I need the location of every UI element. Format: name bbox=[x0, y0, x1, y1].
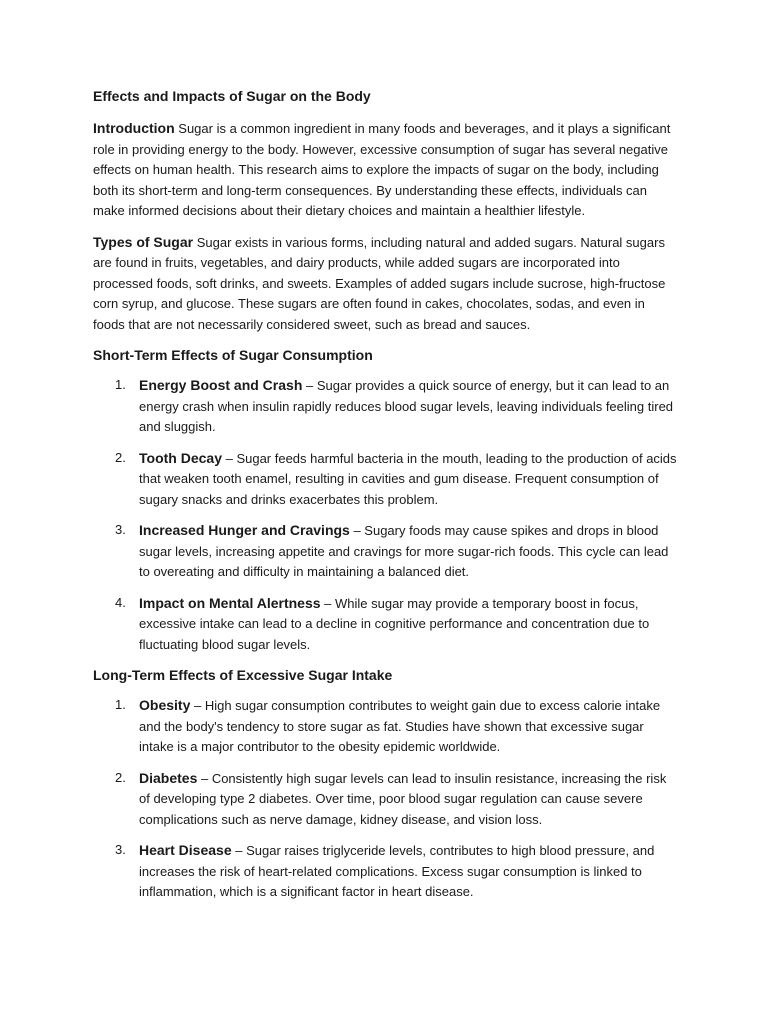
list-number: 2. bbox=[115, 769, 126, 785]
short-term-list bbox=[93, 375, 677, 655]
list-term: Heart Disease bbox=[139, 842, 232, 858]
list-text: – High sugar consumption contributes to weight gain due to excess calorie intake and the body's tendency to store sugar as fat. Studies have shown that excessive sugar intake is a major contributor to the obesity epidemic worldwide. bbox=[139, 698, 661, 754]
list-text: – Sugary foods may cause spikes and drops in blood sugar levels, increasing appetite and cravings for more sugar-rich foods. This cycle can lead to overeating and difficulty in maintaining a balanced diet. bbox=[139, 523, 669, 579]
document-page bbox=[93, 86, 677, 913]
long-term-list bbox=[93, 695, 677, 903]
list-number: 4. bbox=[115, 594, 126, 610]
list-term: Diabetes bbox=[139, 769, 198, 786]
types-text: Sugar exists in various forms, including natural and added sugars. Natural sugars are found in fruits, vegetables, and dairy products, while added sugars are incorporated into processed foods, soft drinks, and sweets. Examples of added sugars include sucrose, high-fructose corn syrup, and glucose. These sugars are often found in cakes, chocolates, sodas, and even in foods that are not necessarily considered sweet, such as bread and sauces. bbox=[93, 234, 666, 332]
short-term-heading: Short-Term Effects of Sugar Consumption bbox=[93, 347, 373, 363]
list-item bbox=[93, 593, 677, 656]
list-text: – Sugar raises triglyceride levels, contributes to high blood pressure, and increases the risk of heart-related complications. Excess sugar consumption is linked to inflammation, which is a significant factor in heart disease. bbox=[139, 843, 655, 899]
list-number: 3. bbox=[115, 522, 126, 537]
intro-lead: Introduction bbox=[93, 120, 175, 136]
intro-paragraph bbox=[93, 118, 677, 222]
list-term: Energy Boost and Crash bbox=[139, 377, 303, 393]
document-title: Effects and Impacts of Sugar on the Body bbox=[93, 88, 371, 104]
list-number: 1. bbox=[115, 697, 126, 712]
list-number: 3. bbox=[115, 842, 126, 857]
list-term: Increased Hunger and Cravings bbox=[139, 522, 350, 538]
list-item bbox=[93, 520, 677, 583]
long-term-heading: Long-Term Effects of Excessive Sugar Intake bbox=[93, 667, 393, 683]
types-lead: Types of Sugar bbox=[93, 233, 194, 250]
list-text: – Sugar provides a quick source of energy, but it can lead to an energy crash when insulin rapidly reduces blood sugar levels, leaving individuals feeling tired and sluggish. bbox=[139, 378, 674, 434]
list-text: – Sugar feeds harmful bacteria in the mouth, leading to the production of acids that weaken tooth enamel, resulting in cavities and gum disease. Frequent consumption of sugary snacks and drinks exacerbates this problem. bbox=[139, 450, 677, 507]
list-text: – While sugar may provide a temporary boost in focus, excessive intake can lead to a decline in cognitive performance and concentration due to fluctuating blood sugar levels. bbox=[139, 595, 650, 652]
intro-text: Sugar is a common ingredient in many foods and beverages, and it plays a significant role in providing energy to the body. However, excessive consumption of sugar has several negative effects on human health. This research aims to explore the impacts of sugar on the body, including both its short-term and long-term consequences. By understanding these effects, individuals can make informed decisions about their dietary choices and maintain a healthier lifestyle. bbox=[93, 121, 671, 218]
list-item bbox=[93, 840, 677, 903]
list-item bbox=[93, 768, 677, 831]
list-term: Obesity bbox=[139, 697, 191, 713]
list-term: Impact on Mental Alertness bbox=[139, 594, 321, 611]
list-item bbox=[93, 695, 677, 758]
types-paragraph bbox=[93, 232, 677, 336]
list-item bbox=[93, 448, 677, 511]
list-item bbox=[93, 375, 677, 438]
list-text: – Consistently high sugar levels can lead to insulin resistance, increasing the risk of developing type 2 diabetes. Over time, poor blood sugar regulation can cause severe complications such as nerve damage, kidney disease, and vision loss. bbox=[139, 770, 667, 827]
list-number: 2. bbox=[115, 449, 126, 465]
list-number: 1. bbox=[115, 377, 126, 392]
list-term: Tooth Decay bbox=[139, 449, 222, 466]
